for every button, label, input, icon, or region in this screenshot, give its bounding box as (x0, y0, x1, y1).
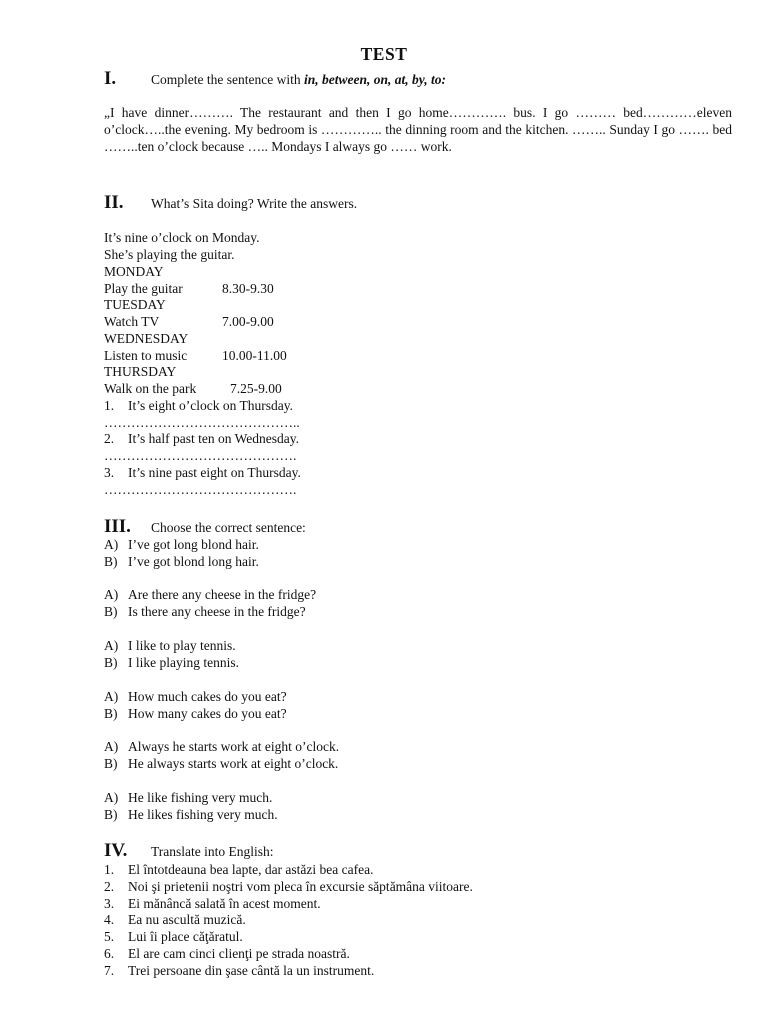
option-label: B) (104, 655, 118, 670)
schedule-activity: Play the guitar (104, 281, 183, 296)
question-number: 1. (104, 398, 115, 413)
option-text: Is there any cheese in the fridge? (128, 604, 306, 619)
item-text: El întotdeauna bea lapte, dar astăzi bea cafea. (128, 862, 374, 877)
question-text: It’s half past ten on Wednesday. (128, 431, 299, 446)
option-label: A) (104, 587, 119, 602)
section-4-instruction: Translate into English: (151, 844, 274, 859)
answer-line[interactable]: …………………………………….. (104, 415, 300, 430)
option-label: A) (104, 689, 119, 704)
translate-item (104, 963, 374, 979)
option-text: I’ve got long blond hair. (128, 537, 259, 552)
option-label: A) (104, 739, 119, 754)
question-number: 2. (104, 431, 115, 446)
schedule-activity: Watch TV (104, 314, 160, 329)
translate-item (104, 912, 246, 928)
schedule-time: 8.30-9.30 (222, 281, 274, 296)
section-1-instruction-words: in, between, on, at, by, to: (303, 72, 446, 87)
schedule-row (104, 281, 404, 297)
section-1-instruction-prefix: Complete the sentence with (151, 72, 304, 87)
option-label: B) (104, 604, 118, 619)
schedule-row (104, 348, 404, 364)
item-text: Noi şi prietenii noştri vom pleca în excursie săptămâna viitoare. (128, 879, 473, 894)
option-a[interactable] (104, 689, 287, 705)
section-1-paragraph: „I have dinner………. The restaurant and then I go home…………. bus. I go ……… bed…………eleven o’clock…..the evening. My bedroom is ………….. the dinning room and the kitchen. …….. Sunday I go ……. bed ……..ten o’clock because ….. Mondays I always go …… work. (104, 105, 732, 154)
translate-item (104, 946, 350, 962)
section-2-instruction: What’s Sita doing? Write the answers. (151, 196, 358, 211)
item-text: Trei persoane din şase cântă la un instrument. (128, 963, 375, 978)
option-b[interactable] (104, 554, 259, 570)
option-a[interactable] (104, 790, 272, 806)
option-text: I’ve got blond long hair. (128, 554, 259, 569)
question-text: It’s eight o’clock on Thursday. (128, 398, 293, 413)
section-3-instruction: Choose the correct sentence: (151, 520, 306, 535)
option-a[interactable] (104, 739, 339, 755)
item-number: 6. (104, 946, 115, 961)
schedule-day: WEDNESDAY (104, 331, 189, 346)
item-number: 4. (104, 912, 115, 927)
question-number: 3. (104, 465, 115, 480)
answer-line[interactable]: ……………………………………. (104, 482, 297, 497)
schedule-time: 10.00-11.00 (222, 348, 287, 363)
option-text: Are there any cheese in the fridge? (128, 587, 317, 602)
section-2-number: II. (104, 192, 124, 213)
option-label: B) (104, 706, 118, 721)
section-3-number: III. (104, 516, 131, 537)
translate-item (104, 879, 473, 895)
option-a[interactable] (104, 587, 316, 603)
option-text: I like to play tennis. (128, 638, 236, 653)
item-text: Ei mănâncă salată în acest moment. (128, 896, 321, 911)
schedule-time: 7.00-9.00 (222, 314, 274, 329)
schedule-row (104, 381, 404, 397)
option-text: How much cakes do you eat? (128, 689, 287, 704)
option-text: How many cakes do you eat? (128, 706, 287, 721)
schedule-time: 7.25-9.00 (230, 381, 282, 396)
option-label: B) (104, 807, 118, 822)
question-item (104, 465, 301, 481)
option-b[interactable] (104, 655, 239, 671)
translate-item (104, 929, 243, 945)
option-text: He always starts work at eight o’clock. (128, 756, 339, 771)
schedule-activity: Walk on the park (104, 381, 197, 396)
question-item (104, 398, 293, 414)
item-text: El are cam cinci clienţi pe strada noastră. (128, 946, 350, 961)
item-number: 7. (104, 963, 115, 978)
schedule-row (104, 314, 404, 330)
option-a[interactable] (104, 638, 236, 654)
item-number: 5. (104, 929, 115, 944)
schedule-activity: Listen to music (104, 348, 188, 363)
section-1-number: I. (104, 68, 117, 89)
option-text: Always he starts work at eight o’clock. (128, 739, 340, 754)
item-text: Ea nu ascultă muzică. (128, 912, 246, 927)
option-label: B) (104, 554, 118, 569)
section-4-number: IV. (104, 840, 128, 861)
question-text: It’s nine past eight on Thursday. (128, 465, 301, 480)
option-b[interactable] (104, 706, 287, 722)
page-title: TEST (360, 44, 408, 64)
item-number: 1. (104, 862, 115, 877)
schedule-day: THURSDAY (104, 364, 177, 379)
translate-item (104, 896, 321, 912)
section-1-instruction (151, 72, 446, 88)
option-b[interactable] (104, 604, 306, 620)
option-label: A) (104, 537, 119, 552)
option-text: He likes fishing very much. (128, 807, 278, 822)
translate-item (104, 862, 374, 878)
option-label: A) (104, 638, 119, 653)
option-b[interactable] (104, 807, 278, 823)
example-line-1: It’s nine o’clock on Monday. (104, 230, 260, 245)
item-number: 3. (104, 896, 115, 911)
item-number: 2. (104, 879, 115, 894)
example-line-2: She’s playing the guitar. (104, 247, 235, 262)
option-a[interactable] (104, 537, 259, 553)
option-text: He like fishing very much. (128, 790, 273, 805)
schedule-day: MONDAY (104, 264, 164, 279)
option-b[interactable] (104, 756, 338, 772)
option-label: B) (104, 756, 118, 771)
option-label: A) (104, 790, 119, 805)
answer-line[interactable]: ……………………………………. (104, 448, 297, 463)
question-item (104, 431, 299, 447)
schedule-day: TUESDAY (104, 297, 166, 312)
option-text: I like playing tennis. (128, 655, 239, 670)
item-text: Lui îi place căţăratul. (128, 929, 243, 944)
